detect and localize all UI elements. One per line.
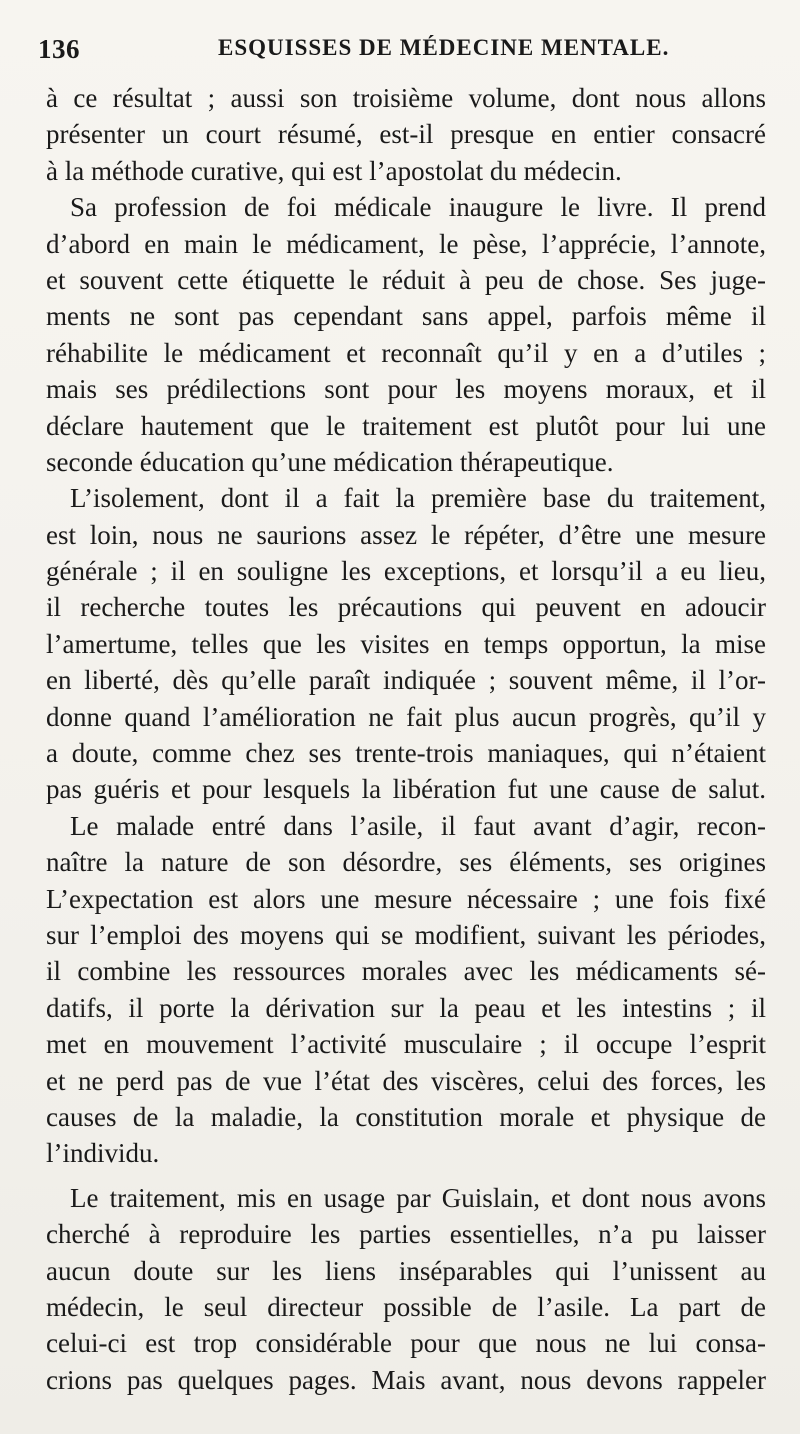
text-line: donne quand l’amélioration ne fait plus aucun progrès, qu’il y: [46, 701, 766, 732]
paragraph: [46, 80, 766, 189]
paragraph: [46, 808, 766, 1172]
text-line: pas guéris et pour lesquels la libération fut une cause de salut.: [46, 774, 766, 805]
running-head: ESQUISSES DE MÉDECINE MENTALE.: [218, 35, 670, 60]
text-line: d’abord en main le médicament, le pèse, l’apprécie, l’annote,: [46, 228, 766, 259]
text-line: et souvent cette étiquette le réduit à peu de chose. Ses juge-: [46, 264, 766, 295]
text-line: L’isolement, dont il a fait la première base du traitement,: [70, 483, 766, 514]
paragraph: [46, 480, 766, 808]
text-line: celui-ci est trop considérable pour que nous ne lui consa-: [46, 1328, 766, 1359]
text-line: causes de la maladie, la constitution morale et physique de: [46, 1101, 766, 1132]
text-line: aucun doute sur les liens inséparables qui l’unissent au: [46, 1255, 766, 1286]
paragraph: [46, 189, 766, 480]
text-line: sur l’emploi des moyens qui se modifient, suivant les périodes,: [46, 919, 766, 950]
text-line: seconde éducation qu’une médication thérapeutique.: [46, 446, 614, 477]
text-line: est loin, nous ne saurions assez le répéter, d’être une mesure: [46, 519, 766, 550]
page-body: [46, 80, 766, 1398]
text-line: a doute, comme chez ses trente-trois maniaques, qui n’étaient: [46, 738, 766, 769]
text-line: il recherche toutes les précautions qui peuvent en adoucir: [46, 592, 766, 623]
text-line: ments ne sont pas cependant sans appel, parfois même il: [46, 301, 766, 332]
text-line: Le traitement, mis en usage par Guislain, et dont nous avons: [70, 1182, 766, 1213]
text-line: et ne perd pas de vue l’état des viscères, celui des forces, les: [46, 1065, 766, 1096]
text-line: Le malade entré dans l’asile, il faut avant d’agir, recon-: [70, 810, 766, 841]
text-line: mais ses prédilections sont pour les moyens moraux, et il: [46, 374, 766, 405]
text-line: il combine les ressources morales avec les médicaments sé-: [46, 956, 766, 987]
text-line: générale ; il en souligne les exceptions, et lorsqu’il a eu lieu,: [46, 556, 766, 587]
text-line: en liberté, dès qu’elle paraît indiquée ; souvent même, il l’or-: [46, 665, 766, 696]
text-line: présenter un court résumé, est-il presque en entier consacré: [46, 119, 766, 150]
page-header: [38, 34, 778, 74]
paragraph-gap: [46, 1172, 766, 1180]
text-line: déclare hautement que le traitement est plutôt pour lui une: [46, 410, 766, 441]
text-line: naître la nature de son désordre, ses éléments, ses origines: [46, 847, 766, 878]
text-line: à ce résultat ; aussi son troisième volume, dont nous allons: [46, 83, 766, 113]
text-line: met en mouvement l’activité musculaire ; il occupe l’esprit: [46, 1029, 766, 1060]
text-line: datifs, il porte la dérivation sur la peau et les intestins ; il: [46, 992, 766, 1023]
text-line: l’amertume, telles que les visites en temps opportun, la mise: [46, 628, 766, 659]
paragraph: [46, 1180, 766, 1398]
text-line: Sa profession de foi médicale inaugure le livre. Il prend: [70, 192, 766, 223]
text-line: à la méthode curative, qui est l’apostolat du médecin.: [46, 155, 622, 186]
text-line: cherché à reproduire les parties essentielles, n’a pu laisser: [46, 1219, 766, 1250]
text-line: réhabilite le médicament et reconnaît qu’il y en a d’utiles ;: [46, 337, 766, 368]
text-line: médecin, le seul directeur possible de l’asile. La part de: [46, 1291, 766, 1322]
text-line: L’expectation est alors une mesure nécessaire ; une fois fixé: [46, 883, 766, 914]
text-line: l’individu.: [46, 1138, 160, 1169]
page-number: 136: [38, 34, 80, 64]
text-line: crions pas quelques pages. Mais avant, nous devons rappeler: [46, 1364, 766, 1395]
